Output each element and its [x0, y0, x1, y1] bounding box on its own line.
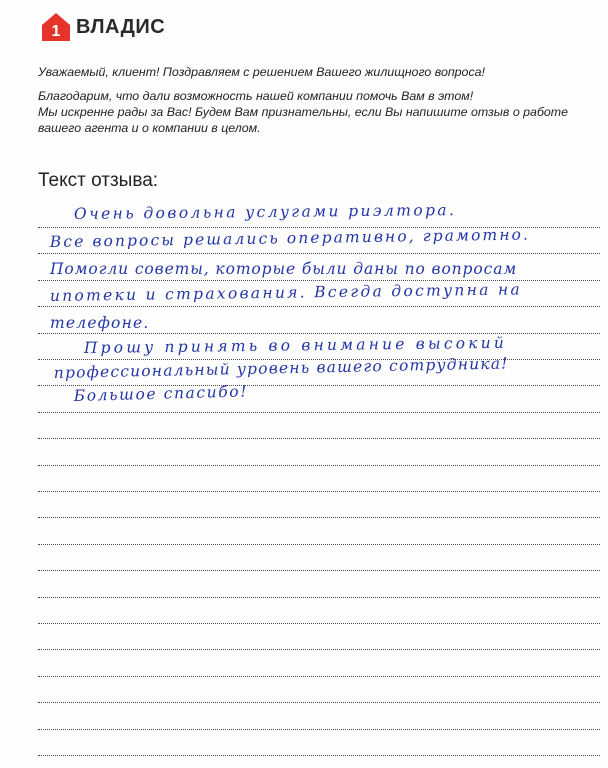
- rule-line: [38, 623, 600, 624]
- intro-line: Благодарим, что дали возможность нашей компании помочь Вам в этом!: [38, 89, 474, 103]
- rule-line: [38, 517, 600, 518]
- handwriting-line: Прошу принять во внимание высокий: [83, 333, 508, 357]
- handwriting-line: Большое спасибо!: [73, 382, 249, 405]
- rule-line: [38, 491, 600, 492]
- rule-line: [38, 729, 600, 730]
- rule-line: [38, 412, 600, 413]
- intro-line: Мы искренне рады за Вас! Будем Вам признательны, если Вы напишите отзыв о работе: [38, 105, 569, 119]
- brand-name: ВЛАДИС: [76, 15, 166, 38]
- rule-line: [38, 570, 600, 571]
- intro-line: вашего агента и о компании в целом.: [38, 121, 261, 135]
- handwriting-line: профессиональный уровень вашего сотрудника!: [53, 354, 509, 382]
- rule-line: [38, 755, 600, 756]
- rule-line: [38, 253, 600, 254]
- review-title: Текст отзыва:: [38, 170, 159, 191]
- handwriting-line: телефоне.: [50, 314, 150, 332]
- rule-line: [38, 544, 600, 545]
- logo-badge: 1: [51, 23, 61, 40]
- handwriting-line: Все вопросы решались оперативно, грамотно.: [49, 225, 531, 251]
- rule-line: [38, 676, 600, 677]
- rule-line: [38, 306, 600, 307]
- rule-line: [38, 702, 600, 703]
- rule-line: [38, 597, 600, 598]
- handwriting-line: Очень довольна услугами риэлтора.: [73, 200, 457, 223]
- rule-line: [38, 649, 600, 650]
- intro-greeting: Уважаемый, клиент! Поздравляем с решением Вашего жилищного вопроса!: [38, 65, 485, 79]
- handwriting-line: ипотеки и страхования. Всегда доступна на: [49, 280, 523, 305]
- rule-line: [38, 465, 600, 466]
- rule-line: [38, 438, 600, 439]
- rule-line: [38, 333, 600, 334]
- ruled-lines: [38, 0, 600, 768]
- handwriting-line: Помогли советы, которые были даны по вопросам: [50, 260, 518, 278]
